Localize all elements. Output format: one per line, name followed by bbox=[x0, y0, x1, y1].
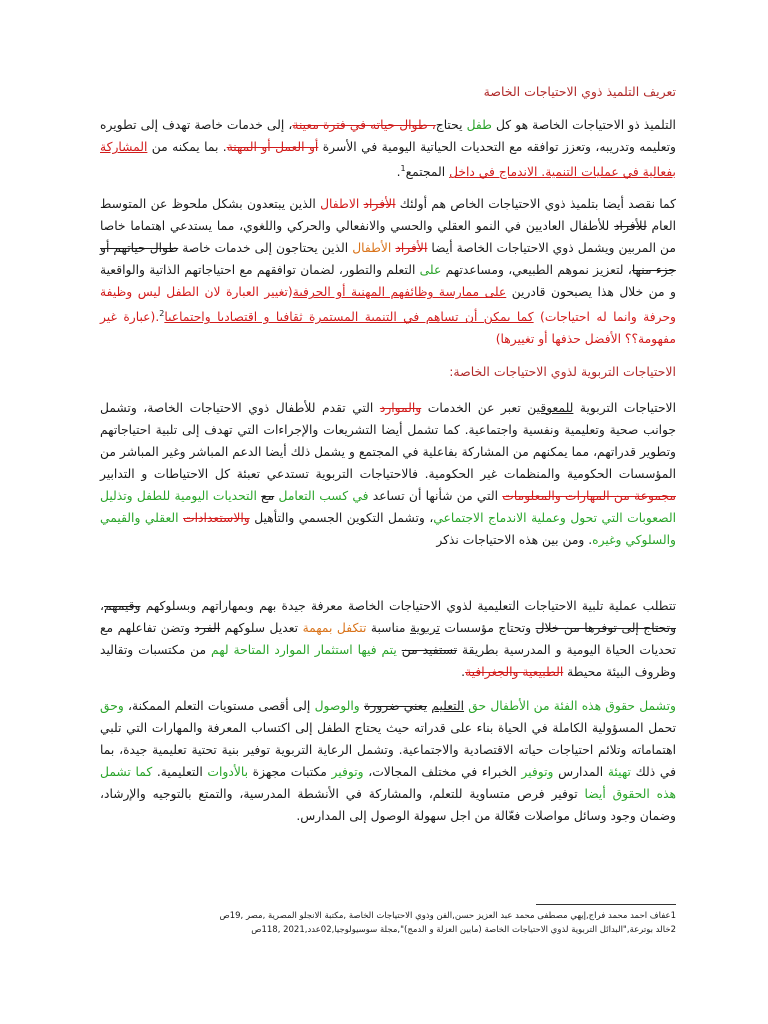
text-segment: . بما يمكنه من bbox=[147, 140, 227, 155]
text-segment: التي من شأنها أن تساعد bbox=[368, 488, 503, 503]
text-segment: ، وتشمل التكوين الجسمي والتأهيل bbox=[249, 510, 434, 525]
text-segment: الأفراد bbox=[395, 241, 428, 256]
text-segment: المجتمع bbox=[405, 165, 450, 180]
heading-definition: تعريف التلميذ ذوي الاحتياجات الخاصة bbox=[483, 84, 676, 99]
heading-educational-needs: الاحتياجات التربوية لذوي الاحتياجات الخاصة: bbox=[449, 364, 676, 380]
text-segment: وحق bbox=[100, 698, 124, 713]
text-segment: مع bbox=[261, 488, 275, 503]
paragraph-2 bbox=[100, 193, 676, 350]
text-segment: (تغيير العبارة لان الطفل ليس وظيفة وحرفة وانما له احتياجات) bbox=[100, 285, 676, 325]
text-segment: . bbox=[461, 664, 466, 679]
text-segment: الخبراء في مختلف المجالات، bbox=[363, 764, 522, 779]
text-segment: للأطفال العاديين في النمو العقلي والحسي والانفعالي والحركي واللغوي، مما يستدعي اهتماما خاصا من المربين ويشمل ذوي الاحتياجات الخاصة أيضا bbox=[100, 219, 676, 256]
text-segment: المشاركة بفعالية في عمليات التنمية. الاندماج في داخل bbox=[100, 140, 676, 180]
text-segment: كما يمكن أن تساهم في التنمية المستمرة ثقافيا و اقتصاديا واجتماعيا bbox=[164, 310, 534, 325]
paragraph-5 bbox=[100, 695, 676, 827]
footnotes bbox=[100, 904, 676, 937]
text-segment: الذين يبتعدون بشكل ملحوظ عن المتوسط العام bbox=[100, 197, 676, 234]
text-segment: التعليمية. bbox=[152, 764, 208, 779]
text-segment: تربوية bbox=[409, 620, 440, 635]
text-segment: الطبيعية والجغرافية bbox=[465, 664, 564, 679]
text-segment: التحديات اليومية للطفل وتذليل الصعوبات التي تحول وعملية الاندماج الاجتماعي bbox=[100, 488, 676, 525]
text-segment: يعني ضرورة bbox=[363, 698, 428, 713]
text-segment: وتحتاج إلى توفرها من خلال bbox=[535, 620, 677, 635]
text-segment: الاطفال bbox=[320, 197, 360, 212]
text-segment: تهيئة bbox=[607, 764, 631, 779]
text-segment: وتوفير bbox=[521, 764, 554, 779]
text-segment: التلميذ ذو الاحتياجات الخاصة هو كل bbox=[491, 118, 676, 133]
text-segment: ، طوال حياته في فترة معينة bbox=[292, 118, 436, 133]
text-segment: . bbox=[396, 165, 401, 180]
text-segment: أو العمل أو المهنة bbox=[226, 140, 319, 155]
document-body bbox=[100, 84, 676, 827]
text-segment: . ومن بين هذه الاحتياجات نذكر bbox=[436, 532, 593, 547]
footnote-marker: 1 bbox=[400, 164, 406, 174]
footnote-1: 1عفاف احمد محمد فراج,إيهي مصطفى محمد عبد العزيز حسن,الفن وذوي الاحتياجات الخاصة ,مكتبة الانجلو المصرية ,مصر ,19ص bbox=[219, 911, 676, 921]
text-segment: العقلي والقيمي والسلوكي وغيره bbox=[100, 510, 676, 547]
text-segment: على ممارسة وظائفهم المهنية أو الحرفية bbox=[292, 285, 507, 300]
text-segment: الفرد bbox=[194, 620, 221, 635]
text-segment: كما نقصد أيضا بتلميذ ذوي الاحتياجات الخاص هم أولئك bbox=[395, 197, 676, 212]
text-segment: كما تشمل هذه الحقوق أيضا bbox=[100, 764, 677, 801]
text-segment: تحمل المسؤولية الكاملة في الحياة بناء على قدراته حيث يحتاج الطفل إلى اكتساب المعرفة والمهارات التي تلبي اهتماماته وتلائم احتياجات حياته الاقتصادية والاجتماعية. وتشمل الرعاية التربوية توفير بنية تحتية تعليمية جيدة، بما في ذلك bbox=[100, 720, 676, 779]
text-segment: والاستعدادات bbox=[183, 510, 250, 525]
text-segment: الذين يحتاجون إلى خدمات خاصة bbox=[178, 241, 353, 256]
text-segment: ، لتعزيز نموهم الطبيعي، ومساعدتهم bbox=[441, 263, 632, 278]
text-segment: وتشمل حقوق هذه الفئة من الأطفال حق bbox=[464, 698, 676, 713]
footnote-marker: 2 bbox=[159, 309, 165, 319]
text-segment: التعلم والتطور، لضمان توافقهم مع احتياجاتهم الذاتية والواقعية و من خلال هذا يصبحون قادرين bbox=[100, 263, 676, 300]
text-segment: وتحتاج مؤسسات bbox=[439, 620, 536, 635]
text-segment: وتضن تفاعلهم مع تحديات الحياة اليومية و المدرسية بطريقة bbox=[100, 620, 676, 657]
text-segment: للأفراد bbox=[614, 219, 647, 234]
text-segment: تتكفل بمهمة bbox=[302, 620, 367, 635]
text-segment: ، bbox=[100, 598, 104, 613]
text-segment: الأفراد bbox=[363, 197, 396, 212]
text-segment: .(عبارة غير مفهومة؟؟ الأفضل حذفها أو تغييرها) bbox=[100, 310, 676, 347]
text-segment: بالأدوات bbox=[207, 764, 248, 779]
text-segment: طوال حياتهم أو جزء منها bbox=[100, 241, 676, 278]
text-segment: الاحتياجات التربوية bbox=[573, 400, 676, 415]
text-segment: مناسبة bbox=[366, 620, 410, 635]
text-segment: في كسب التعامل bbox=[278, 488, 369, 503]
text-segment: مجموعة من المهارات والمعلومات bbox=[502, 488, 676, 503]
text-segment: الأطفال bbox=[352, 241, 392, 256]
text-segment: ، إلى خدمات خاصة تهدف إلى تطويره وتعليمه وتدريبه، وتعزز توافقه مع التحديات الحياتية اليومية في الأسرة bbox=[100, 118, 676, 155]
text-segment: المدارس bbox=[553, 764, 608, 779]
text-segment: طفل bbox=[466, 118, 492, 133]
text-segment: التي تقدم للأطفال ذوي الاحتياجات الخاصة، وتشمل جوانب صحية وتعليمية ونفسية واجتماعية. كما تشمل أيضا التشريعات والإجراءات التي تهدف إلى تلبية احتياجاتهم وتطوير قدراتهم، مما يمكنهم من المشاركة بفاعلية في المجتمع و يشمل ذلك أيضا الدعم المباشر وغير المباشر من المؤسسات الحكومية والمنظمات غير الحكومية. فالاحتياجات التربوية تستدعي تعبئة كل الاحتياطات و التدابير bbox=[100, 400, 676, 481]
text-segment: للمعوقين bbox=[527, 400, 574, 415]
text-segment: يتم فيها استثمار الموارد المتاحة لهم bbox=[211, 642, 397, 657]
text-segment: توفير فرص متساوية للتعلم، والمشاركة في الأنشطة المدرسية، والتمتع بالتوجيه والإرشاد، وضمان وجود وسائل مواصلات فعّالة من اجل سهولة الوصول إلى المدارس. bbox=[100, 786, 676, 823]
footnote-2: 2خالد بوترعة,"البدائل التربوية لذوي الاحتياجات الخاصة (مابين العزلة و الدمج)",مجلة سوسيولوجيا,02عدد,2021 ,118ص bbox=[251, 925, 676, 935]
footnote-separator bbox=[536, 904, 676, 905]
text-segment: تستفيد من bbox=[401, 642, 458, 657]
text-segment: مكتبات مجهزة bbox=[248, 764, 332, 779]
paragraph-3 bbox=[100, 397, 676, 551]
text-segment: وتوفير bbox=[331, 764, 364, 779]
text-segment: تعبر عن الخدمات bbox=[421, 400, 528, 415]
text-segment: والوصول bbox=[314, 698, 360, 713]
paragraph-1 bbox=[100, 114, 676, 183]
text-segment: تتطلب عملية تلبية الاحتياجات التعليمية لذوي الاحتياجات الخاصة معرفة جيدة بهم وبمهاراتهم وبسلوكهم bbox=[140, 598, 676, 613]
text-segment: من مكتسبات وتقاليد وظروف البيئة محيطة bbox=[100, 642, 676, 679]
text-segment: وقيمهم bbox=[103, 598, 141, 613]
text-segment: والموارد bbox=[379, 400, 422, 415]
paragraph-4 bbox=[100, 595, 676, 683]
text-segment: إلى أقصى مستويات التعلم الممكنة، bbox=[123, 698, 315, 713]
text-segment: تعديل سلوكهم bbox=[220, 620, 303, 635]
text-segment: على bbox=[419, 263, 442, 278]
text-segment: التعليم bbox=[431, 698, 465, 713]
text-segment: يحتاج bbox=[435, 118, 467, 133]
